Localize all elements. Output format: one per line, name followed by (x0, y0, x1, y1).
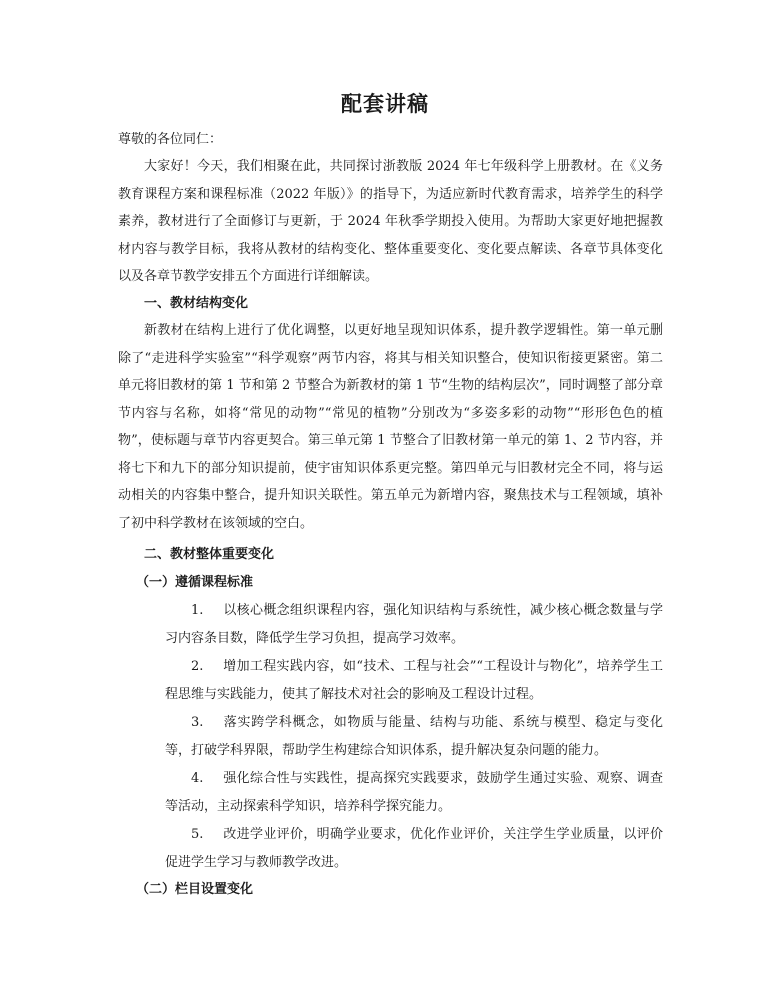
greeting-text: 尊敬的各位同仁： (118, 132, 223, 147)
list-item (165, 709, 663, 765)
subsection1-heading: （一）遵循课程标准 (136, 575, 254, 590)
list-item (165, 653, 663, 709)
list-item-text: 以核心概念组织课程内容，强化知识结构与系统性，减少核心概念数量与学习内容条目数，降低学生学习负担，提高学习效率。 (165, 603, 663, 646)
list-item-text: 落实跨学科概念，如物质与能量、结构与功能、系统与模型、稳定与变化等，打破学科界限，帮助学生构建综合知识体系，提升解决复杂问题的能力。 (165, 715, 663, 758)
list-item-number: 4. (191, 771, 204, 786)
section1-heading: 一、教材结构变化 (144, 296, 249, 311)
intro-paragraph: 大家好！今天，我们相聚在此，共同探讨浙教版 2024 年七年级科学上册教材。在《义务教育课程方案和课程标准（2022 年版）》的指导下，为适应新时代教育需求，培养学生的科学素养，教材进行了全面修订与更新，于 2024 年秋季学期投入使用。为帮助大家更好地把握教材内容与教学目标，我将从教材的结构变化、整体重要变化、变化要点解读、各章节具体变化以及各章节教学安排五个方面进行详细解读。 (118, 159, 663, 284)
list-item-text: 改进学业评价，明确学业要求，优化作业评价，关注学生学业质量，以评价促进学生学习与教师教学改进。 (165, 827, 663, 870)
list-item (165, 597, 663, 653)
list-item-number: 3. (191, 715, 204, 730)
list-item (165, 821, 663, 877)
subsection2-heading: （二）栏目设置变化 (136, 882, 254, 897)
list-item-number: 5. (191, 827, 204, 842)
list-item-text: 强化综合性与实践性，提高探究实践要求，鼓励学生通过实验、观察、调查等活动，主动探索科学知识，培养科学探究能力。 (165, 771, 663, 814)
list-item-number: 2. (191, 659, 204, 674)
section2-heading: 二、教材整体重要变化 (144, 547, 275, 562)
document-title: 配套讲稿 (341, 91, 429, 116)
list-item-number: 1. (191, 603, 204, 618)
list-item-text: 增加工程实践内容，如“技术、工程与社会”“工程设计与物化”，培养学生工程思维与实践能力，使其了解技术对社会的影响及工程设计过程。 (165, 659, 663, 702)
list-item (165, 765, 663, 821)
section1-paragraph: 新教材在结构上进行了优化调整，以更好地呈现知识体系，提升教学逻辑性。第一单元删除了“走进科学实验室”“科学观察”两节内容，将其与相关知识整合，使知识衔接更紧密。第二单元将旧教材的第 1 节和第 2 节整合为新教材的第 1 节“生物的结构层次”，同时调整了部分章节内容与名称，如将“常见的动物”“常见的植物”分别改为“多姿多彩的动物”“形形色色的植物”，使标题与章节内容更契合。第三单元第 1 节整合了旧教材第一单元的第 1、2 节内容，并将七下和九下的部分知识提前，使宇宙知识体系更完整。第四单元与旧教材完全不同，将与运动相关的内容集中整合，提升知识关联性。第五单元为新增内容，聚焦技术与工程领域，填补了初中科学教材在该领域的空白。 (118, 323, 663, 531)
